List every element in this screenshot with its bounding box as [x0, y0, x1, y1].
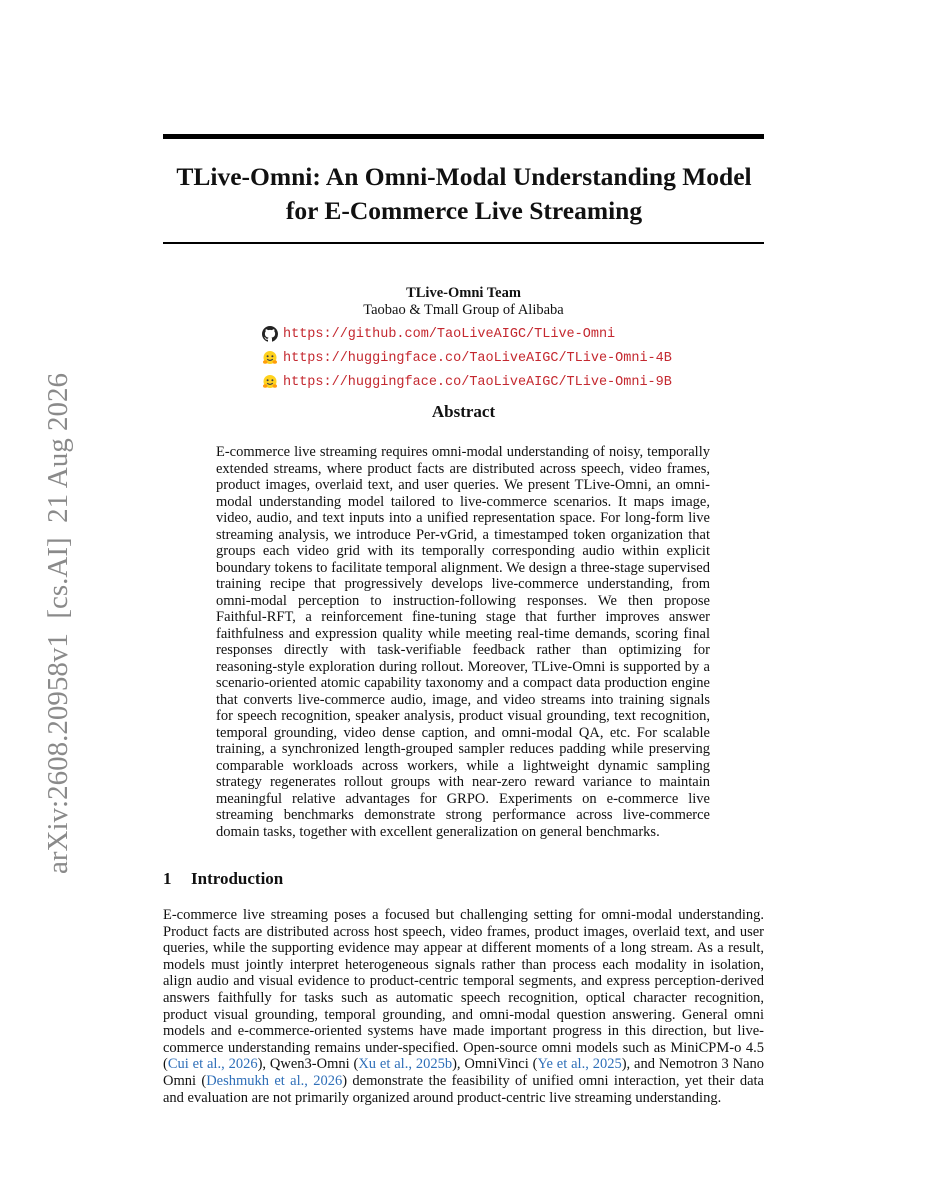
citation-xu[interactable]: Xu et al., 2025b [358, 1056, 453, 1073]
title-top-rule [163, 134, 764, 139]
citation-cui[interactable]: Cui et al., 2026 [167, 1056, 258, 1073]
link-row-hf-9b [262, 370, 672, 394]
intro-text-1: E-commerce live streaming poses a focused but challenging setting for omni-modal understanding. Product facts are distributed across host speech, video frames, product images, overlaid text, and user queries, while the supporting evidence may appear at different moments of a long stream. As a result, models must jointly interpret heterogeneous signals rather than process each modality in isolation, align audio and visual evidence to product-centric temporal segments, and express perception-derived answers faithfully for tasks such as automatic speech recognition, optical character recognition, product visual grounding, temporal grounding, and omni-modal question answering. General omni models and e-commerce-oriented systems have made important progress in this direction, but live-commerce understanding remains under-specified. Open-source omni models such as MiniCPM-o 4.5 ( [163, 907, 764, 1073]
intro-text-5: ) demonstrate the feasibility of unified omni interaction, yet their data and evaluation are not primarily organized around product-centric live streaming understanding. [163, 1072, 764, 1106]
title-bottom-rule [163, 242, 764, 244]
author-affiliation: Taobao & Tmall Group of Alibaba [363, 302, 564, 318]
intro-text-2: ), Qwen3-Omni ( [257, 1056, 359, 1073]
intro-text-4: ), and Nemotron 3 Nano Omni ( [163, 1056, 764, 1089]
section-title: Introduction [191, 869, 284, 888]
huggingface-icon [262, 350, 278, 366]
github-link[interactable]: https://github.com/TaoLiveAIGC/TLive-Omni [283, 326, 616, 342]
huggingface-icon [262, 374, 278, 390]
intro-paragraph [163, 907, 764, 1106]
title-line-1: TLive-Omni: An Omni-Modal Understanding Model [176, 162, 752, 191]
citation-ye[interactable]: Ye et al., 2025 [537, 1056, 622, 1073]
abstract-body: E-commerce live streaming requires omni-modal understanding of noisy, temporally extended streams, where product facts are distributed across speech, video frames, product images, overlaid text, and user queries. We present TLive-Omni, an omni-modal understanding model tailored to live-commerce scenarios. It maps image, video, audio, and text inputs into a unified representation space. For long-form live streaming analysis, we introduce Per-vGrid, a timestamped token organization that groups each video grid with its temporally corresponding audio within explicit boundary tokens to facilitate temporal alignment. We design a three-stage supervised training recipe that progressively develops live-commerce understanding, from omni-modal perception to instruction-following responses. We then propose Faithful-RFT, a reinforcement fine-tuning stage that further improves answer faithfulness and expression quality while meeting real-time demands, scoring final responses directly with task-verifiable feedback rather than optimizing for reasoning-style exploration during rollout. Moreover, TLive-Omni is supported by a scenario-oriented atomic capability taxonomy and a compact data production engine that converts live-commerce audio, image, and video streams into training signals for speech recognition, speaker analysis, product visual grounding, text recognition, temporal grounding, video dense caption, and omni-modal QA, etc. For scalable training, a synchronized length-grouped sampler reduces padding while preserving comparable workloads across workers, while a lightweight dynamic sampling strategy regenerates rollout groups with near-zero reward variance to maintain meaningful relative advantages for GRPO. Experiments on e-commerce live streaming benchmarks demonstrate strong performance across live-commerce domain tasks, together with excellent generalization on general benchmarks. [216, 444, 710, 840]
intro-text-3: ), OmniVinci ( [452, 1056, 538, 1073]
author-name: TLive-Omni Team [406, 285, 521, 301]
arxiv-identifier: arXiv:2608.20958v1 [cs.AI] 21 Aug 2026 [42, 372, 74, 874]
paper-title [150, 160, 778, 228]
huggingface-4b-link[interactable]: https://huggingface.co/TaoLiveAIGC/TLive-Omni-4B [283, 350, 672, 366]
huggingface-9b-link[interactable]: https://huggingface.co/TaoLiveAIGC/TLive-Omni-9B [283, 374, 672, 390]
github-icon [262, 326, 278, 342]
resource-links [262, 322, 672, 394]
abstract-heading: Abstract [431, 402, 496, 421]
link-row-hf-4b [262, 346, 672, 370]
link-row-github [262, 322, 672, 346]
citation-deshmukh[interactable]: Deshmukh et al., 2026 [206, 1072, 343, 1089]
section-number: 1 [163, 869, 172, 888]
title-line-2: for E-Commerce Live Streaming [285, 196, 643, 225]
section-heading [163, 869, 283, 889]
